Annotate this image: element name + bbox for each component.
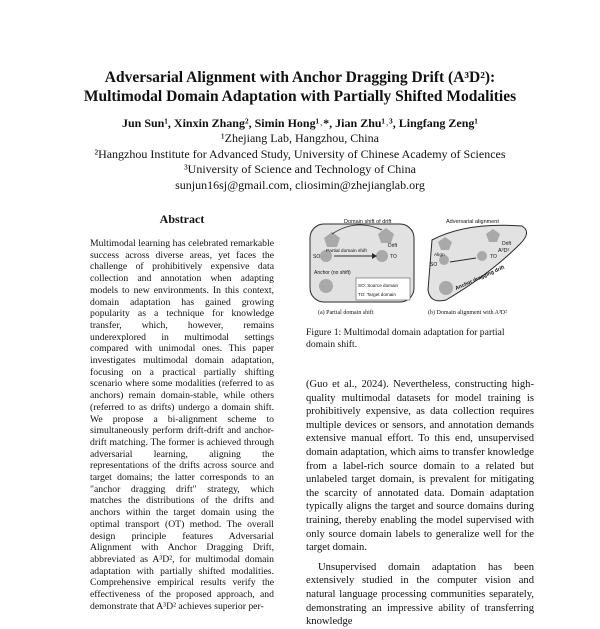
affiliation-1: ¹Zhejiang Lab, Hangzhou, China bbox=[221, 131, 379, 145]
label-a3d2: A³D² bbox=[498, 248, 510, 254]
legend-to: TO: Target domain bbox=[358, 292, 396, 297]
label-drift-b: Drift bbox=[502, 241, 512, 247]
figure-1 bbox=[306, 212, 534, 320]
label-dragging: Anchor dragging drift bbox=[454, 264, 506, 292]
to-circle-b bbox=[477, 251, 487, 261]
body-paragraph-1: (Guo et al., 2024). Nevertheless, constructing high-quality multimodal datasets for model training is prohibitively expensive, as data collection requires multiple devices or sensors, and annotation demands extensive manual effort. To this end, unsupervised domain adaptation, which aims to transfer knowledge from a label-rich source domain to a related but unlabeled target domain, is prevalent for mitigating the scarcity of annotated data. Domain adaptation typically aligns the target and source domains during training, thereby enabling the model supervised with only source domain labels to generalize well for the target domain. bbox=[306, 379, 534, 554]
affiliation-2: ²Hangzhou Institute for Advanced Study, University of Chinese Academy of Sciences bbox=[94, 146, 506, 161]
panel-b bbox=[428, 219, 527, 316]
figure-caption: Figure 1: Multimodal domain adaptation for partial domain shift. bbox=[306, 327, 505, 350]
label-adversarial: Adversarial alignment bbox=[446, 219, 499, 225]
label-so-a: SO bbox=[313, 254, 321, 260]
to-target-circle bbox=[376, 250, 388, 262]
label-to-b: TO bbox=[490, 254, 497, 260]
label-to-a: TO bbox=[390, 254, 397, 260]
abstract-heading: Abstract bbox=[159, 212, 205, 226]
caption-panel-a: (a) Partial domain shift bbox=[318, 310, 374, 316]
title-line-2: Multimodal Domain Adaptation with Partially Shifted Modalities bbox=[83, 88, 517, 105]
label-domain-shift: Domain shift of drift bbox=[344, 219, 392, 225]
author-list: Jun Sun¹, Xinxin Zhang², Simin Hong¹˒*, Jian Zhu¹˒³, Lingfang Zeng¹ bbox=[121, 116, 479, 130]
panel-a bbox=[310, 219, 414, 316]
figure-1-diagram bbox=[306, 212, 534, 320]
affiliations bbox=[60, 131, 540, 193]
contact-emails: sunjun16sj@gmail.com, cliosimin@zhejianglab.org bbox=[175, 177, 425, 192]
label-so-b: SO bbox=[430, 262, 438, 268]
label-drift-a: Drift bbox=[388, 243, 398, 249]
affiliation-3: ³University of Science and Technology of China bbox=[184, 162, 416, 176]
anchor-circle-b bbox=[439, 281, 453, 295]
title-line-1: Adversarial Alignment with Anchor Dragging Drift (A³D²): bbox=[104, 69, 496, 86]
legend-so: SO: Source domain bbox=[358, 283, 399, 288]
abstract-text: Multimodal learning has celebrated remarkable success across diverse areas, yet faces the challenge of prohibitively expensive data collection and annotation when adapting models to new environments. In this context, domain adaptation has gained growing popularity as a technique for knowledge transfer, which, however, remains underexplored in multimodal settings compared with unimodal ones. This paper investigates multimodal domain adaptation, focusing on a practical partially shifting scenario where some modalities (referred to as anchors) remain domain-stable, while others (referred to as drifts) undergo a domain shift. We propose a bi-alignment scheme to simultaneously perform drift-drift and anchor-drift matching. The former is achieved through adversarial learning, aligning the representations of the drifts across source and target domains; the latter corresponds to an "anchor dragging drift" strategy, which matches the distributions of the drifts and anchors within the target domain using the optimal transport (OT) method. The overall design principle features Adversarial Alignment with Anchor Dragging Drift, abbreviated as A³D², for multimodal domain adaptation with partially shifted modalities. Comprehensive empirical results verify the effectiveness of the proposed approach, and demonstrate that A³D² achieves superior per- bbox=[90, 238, 274, 612]
caption-panel-b: (b) Domain alignment with A³D² bbox=[428, 310, 507, 316]
label-partial-shift: Partial domain shift bbox=[326, 249, 367, 254]
paper-title bbox=[60, 68, 540, 106]
right-column-body bbox=[306, 378, 534, 629]
body-paragraph-2: Unsupervised domain adaptation has been extensively studied in the computer vision and natural language processing communities separately, demonstrating an impressive ability of transferring knowledge bbox=[306, 561, 534, 628]
label-anchor: Anchor (no shift) bbox=[314, 270, 351, 276]
label-align: Align bbox=[434, 253, 445, 258]
anchor-circle bbox=[319, 279, 333, 293]
